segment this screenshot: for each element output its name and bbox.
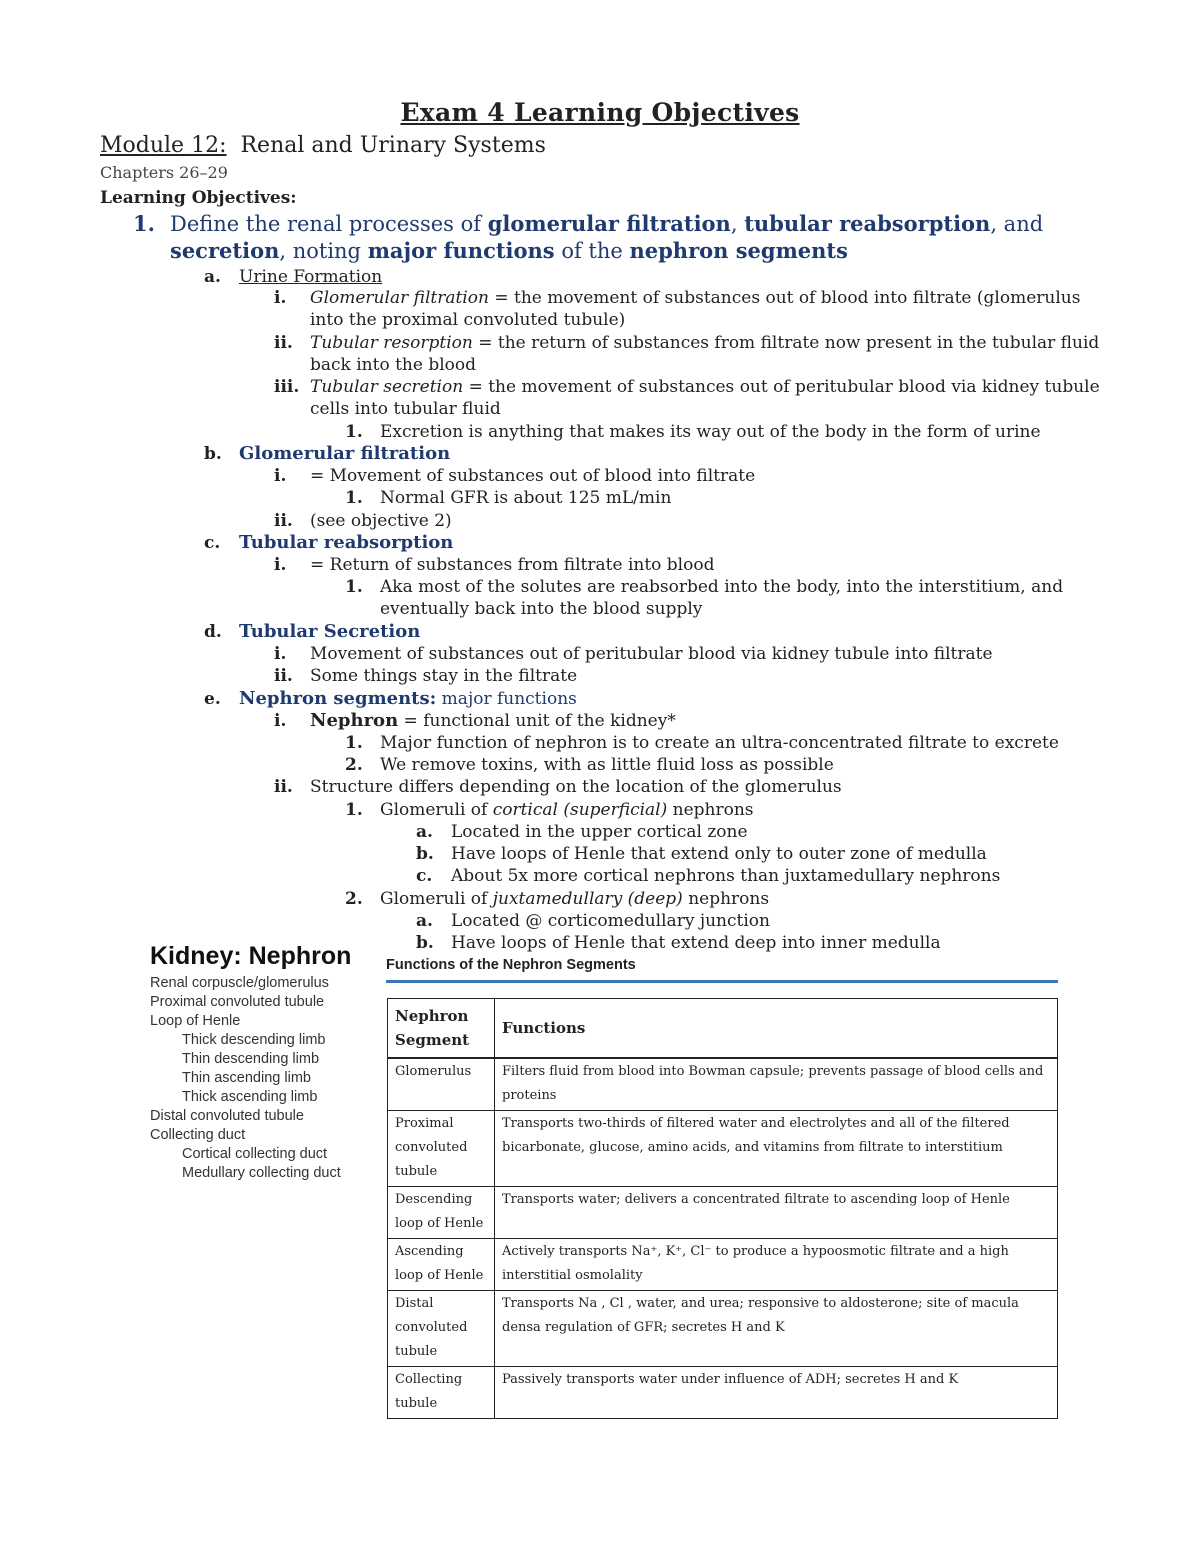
item-d-i-marker: i.: [274, 644, 287, 664]
item-d-ii-marker: ii.: [274, 666, 293, 686]
module-heading: [100, 133, 546, 158]
item-e-ii-1-marker: 1.: [345, 800, 363, 820]
chapters-line: Chapters 26–29: [100, 163, 228, 182]
item-c-i-text: = Return of substances from filtrate into blood: [310, 555, 715, 575]
kidney-list-item: Thick ascending limb: [182, 1089, 318, 1105]
kidney-list-item: Thick descending limb: [182, 1032, 326, 1048]
kidney-list-item: Renal corpuscle/glomerulus: [150, 975, 329, 991]
item-a-i-text: Glomerular filtration = the movement of substances out of blood into filtrate (glomerulus: [310, 288, 1081, 308]
kidney-list-item: Cortical collecting duct: [182, 1146, 328, 1162]
item-e-i-1-text: Major function of nephron is to create an ultra-concentrated filtrate to excrete: [380, 733, 1059, 753]
kidney-list-item: Thin descending limb: [182, 1051, 320, 1067]
function-cell: Transports Na , Cl , water, and urea; responsive to aldosterone; site of macula densa regulation of GFR; secretes H and K: [495, 1291, 1058, 1367]
item-e-i-1-marker: 1.: [345, 733, 363, 753]
item-b-ii-marker: ii.: [274, 511, 293, 531]
kidney-nephron-heading: Kidney: Nephron: [150, 942, 352, 970]
item-b-i-1-text: Normal GFR is about 125 mL/min: [380, 488, 672, 508]
header-functions: Functions: [495, 999, 1058, 1059]
item-a-iii-1-marker: 1.: [345, 422, 363, 442]
item-a-i-marker: i.: [274, 288, 287, 308]
item-e-ii-marker: ii.: [274, 777, 293, 797]
item-a-i-cont: into the proximal convoluted tubule): [310, 310, 626, 330]
item-e-ii-2-text: Glomeruli of juxtamedullary (deep) nephrons: [380, 889, 770, 909]
item-d-ii-text: Some things stay in the filtrate: [310, 666, 578, 686]
item-a-ii-text: Tubular resorption = the return of substances from filtrate now present in the tubular fluid: [310, 333, 1100, 353]
item-c-marker: c.: [204, 533, 221, 553]
module-label: Module 12:: [100, 133, 227, 158]
item-c-i-1-text: Aka most of the solutes are reabsorbed into the body, into the interstitium, and: [380, 577, 1064, 597]
item-a-ii-marker: ii.: [274, 333, 293, 353]
item-e-i-2-text: We remove toxins, with as little fluid loss as possible: [380, 755, 834, 775]
item-e-ii-1-b-text: Have loops of Henle that extend only to outer zone of medulla: [451, 844, 987, 864]
item-e-ii-1-text: Glomeruli of cortical (superficial) nephrons: [380, 800, 754, 820]
item-b-i-text: = Movement of substances out of blood into filtrate: [310, 466, 756, 486]
table-row: [388, 1111, 1058, 1187]
item-a-iii-1-text: Excretion is anything that makes its way out of the body in the form of urine: [380, 422, 1041, 442]
segment-cell: Ascending loop of Henle: [388, 1239, 495, 1291]
item-b-marker: b.: [204, 444, 222, 464]
table-row: [388, 1058, 1058, 1111]
item-e-ii-2-a-text: Located @ corticomedullary junction: [451, 911, 770, 931]
item-d-i-text: Movement of substances out of peritubular blood via kidney tubule into filtrate: [310, 644, 993, 664]
objective-1-marker: 1.: [133, 211, 155, 236]
table-header-row: [388, 999, 1058, 1059]
item-e-ii-2-marker: 2.: [345, 889, 363, 909]
item-c-i-1-marker: 1.: [345, 577, 363, 597]
table-row: [388, 1239, 1058, 1291]
item-e-text: Nephron segments: major functions: [239, 688, 577, 709]
item-a-text: Urine Formation: [239, 267, 383, 287]
item-e-i-marker: i.: [274, 711, 287, 731]
item-b-i-1-marker: 1.: [345, 488, 363, 508]
table-caption: Functions of the Nephron Segments: [386, 957, 636, 973]
item-e-ii-2-b-marker: b.: [416, 933, 434, 953]
item-e-ii-2-a-marker: a.: [416, 911, 433, 931]
item-a-ii-cont: back into the blood: [310, 355, 477, 375]
objective-1-line-2: secretion, noting major functions of the nephron segments: [170, 238, 848, 263]
item-e-ii-text: Structure differs depending on the location of the glomerulus: [310, 777, 842, 797]
segment-cell: Proximal convoluted tubule: [388, 1111, 495, 1187]
item-d-text: Tubular Secretion: [239, 621, 421, 642]
objective-1-line-1: Define the renal processes of glomerular filtration, tubular reabsorption, and: [170, 211, 1044, 236]
table-caption-rule: [386, 980, 1058, 983]
item-b-text: Glomerular filtration: [239, 443, 451, 464]
item-d-marker: d.: [204, 622, 222, 642]
table-row: [388, 1291, 1058, 1367]
item-b-ii-text: (see objective 2): [310, 511, 452, 531]
page-title: Exam 4 Learning Objectives: [400, 98, 800, 127]
kidney-list-item: Proximal convoluted tubule: [150, 994, 325, 1010]
item-e-i-2-marker: 2.: [345, 755, 363, 775]
item-c-i-1-cont: eventually back into the blood supply: [380, 599, 703, 619]
kidney-list-item: Collecting duct: [150, 1127, 246, 1143]
item-b-i-marker: i.: [274, 466, 287, 486]
segment-cell: Collecting tubule: [388, 1367, 495, 1419]
item-e-ii-1-c-marker: c.: [416, 866, 433, 886]
module-name: Renal and Urinary Systems: [240, 133, 546, 158]
item-e-marker: e.: [204, 689, 221, 709]
item-c-i-marker: i.: [274, 555, 287, 575]
item-c-text: Tubular reabsorption: [239, 532, 454, 553]
segment-cell: Glomerulus: [388, 1058, 495, 1111]
item-a-iii-marker: iii.: [274, 377, 300, 397]
kidney-list-item: Loop of Henle: [150, 1013, 241, 1029]
kidney-list-item: Thin ascending limb: [182, 1070, 311, 1086]
item-a-iii-cont: cells into tubular fluid: [310, 399, 501, 419]
function-cell: Passively transports water under influence of ADH; secretes H and K: [495, 1367, 1058, 1419]
item-e-i-text: Nephron = functional unit of the kidney*: [310, 710, 676, 731]
item-a-iii-text: Tubular secretion = the movement of substances out of peritubular blood via kidney tubule: [310, 377, 1100, 397]
function-cell: Filters fluid from blood into Bowman capsule; prevents passage of blood cells and proteins: [495, 1058, 1058, 1111]
function-cell: Transports two-thirds of filtered water and electrolytes and all of the filtered bicarbonate, glucose, amino acids, and vitamins from filtrate to interstitium: [495, 1111, 1058, 1187]
function-cell: Actively transports Na⁺, K⁺, Cl⁻ to produce a hypoosmotic filtrate and a high interstitial osmolality: [495, 1239, 1058, 1291]
item-e-ii-1-b-marker: b.: [416, 844, 434, 864]
segment-cell: Descending loop of Henle: [388, 1187, 495, 1239]
kidney-list-item: Distal convoluted tubule: [150, 1108, 304, 1124]
item-e-ii-1-a-marker: a.: [416, 822, 433, 842]
table-row: [388, 1367, 1058, 1419]
kidney-list-item: Medullary collecting duct: [182, 1165, 341, 1181]
table-row: [388, 1187, 1058, 1239]
item-a-marker: a.: [204, 267, 221, 287]
item-e-ii-2-b-text: Have loops of Henle that extend deep into inner medulla: [451, 933, 941, 953]
function-cell: Transports water; delivers a concentrated filtrate to ascending loop of Henle: [495, 1187, 1058, 1239]
segment-cell: Distal convoluted tubule: [388, 1291, 495, 1367]
nephron-functions-table: [387, 998, 1058, 1419]
item-e-ii-1-c-text: About 5x more cortical nephrons than juxtamedullary nephrons: [451, 866, 1001, 886]
header-nephron-segment: Nephron Segment: [388, 999, 495, 1059]
learning-objectives-heading: Learning Objectives:: [100, 188, 297, 208]
item-e-ii-1-a-text: Located in the upper cortical zone: [451, 822, 748, 842]
